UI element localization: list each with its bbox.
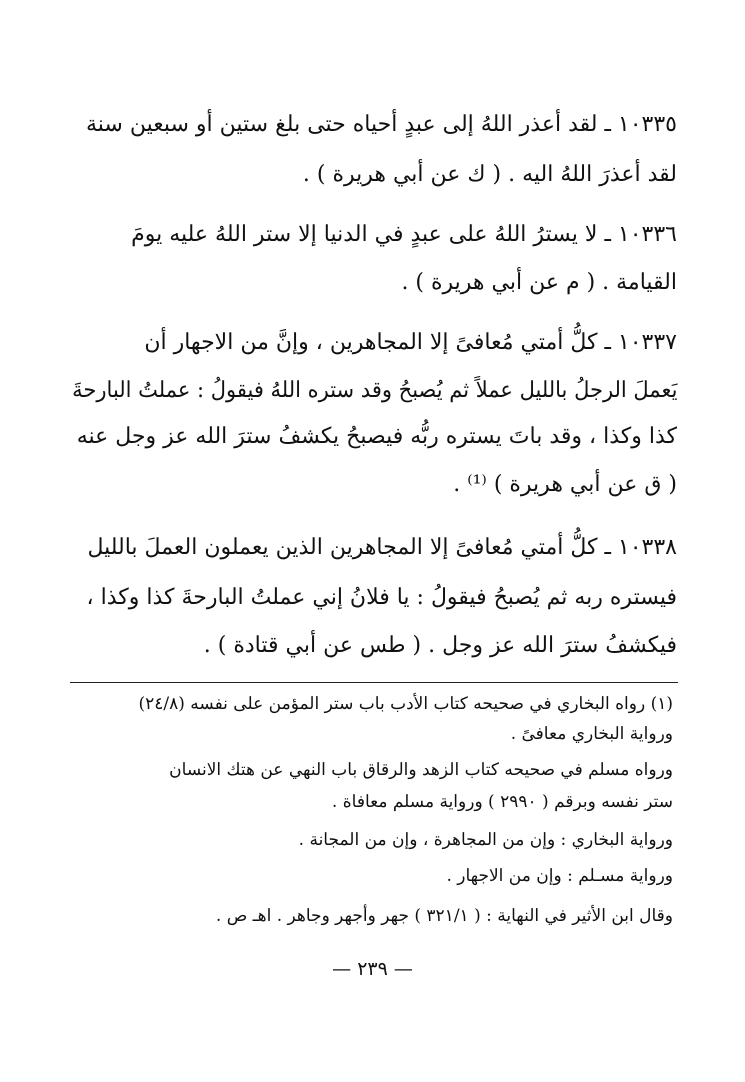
footnote-line: ورواية البخاري : وإن من المجاهرة ، وإن من المجانة . <box>298 830 673 850</box>
hadith-10337-line-4: ( ق عن أبي هريرة ) ⁽¹⁾ . <box>453 472 677 497</box>
hadith-10336-line-2: القيامة . ( م عن أبي هريرة ) . <box>401 270 677 295</box>
page-number: — ٢٣٩ — <box>332 958 413 980</box>
hadith-10335-line-1: ١٠٣٣٥ ـ لقد أعذر اللهُ إلى عبدٍ أحياه حتى بلغ ستين أو سبعين سنة <box>85 112 677 137</box>
hadith-10337-line-3: كذا وكذا ، وقد باتَ يستره ربُّه فيصبحُ يكشفُ سترَ الله عز وجل عنه <box>76 424 677 449</box>
footnote-separator <box>70 682 678 683</box>
hadith-10338-line-2: فيستره ربه ثم يُصبحُ فيقولُ : يا فلانُ إني عملتُ البارحةَ كذا وكذا ، <box>86 585 677 610</box>
footnote-line: ورواه مسلم في صحيحه كتاب الزهد والرقاق باب النهي عن هتك الانسان <box>169 760 673 780</box>
hadith-10338-line-3: فيكشفُ سترَ الله عز وجل . ( طس عن أبي قتادة ) . <box>203 633 677 658</box>
hadith-10337-line-1: ١٠٣٣٧ ـ كلُّ أمتي مُعافىً إلا المجاهرين ، وإنَّ من الاجهار أن <box>144 330 677 355</box>
hadith-10337-line-2: يَعملَ الرجلُ بالليل عملاً ثم يُصبحُ وقد ستره اللهُ فيقولُ : عملتُ البارحةَ <box>71 378 677 403</box>
hadith-10338-line-1: ١٠٣٣٨ ـ كلُّ أمتي مُعافىً إلا المجاهرين الذين يعملون العملَ بالليل <box>87 535 677 560</box>
footnote-line: (١) رواه البخاري في صحيحه كتاب الأدب باب ستر المؤمن على نفسه (٢٤/٨) <box>138 694 673 714</box>
hadith-10336-line-1: ١٠٣٣٦ ـ لا يسترُ اللهُ على عبدٍ في الدنيا إلا ستر اللهُ عليه يومَ <box>131 222 677 247</box>
footnote-line: ستر نفسه وبرقم ( ٢٩٩٠ ) ورواية مسلم معافاة . <box>331 792 673 812</box>
hadith-10335-line-2: لقد أعذرَ اللهُ اليه . ( ك عن أبي هريرة ) . <box>302 162 677 187</box>
footnote-line: ورواية مسـلم : وإن من الاجهار . <box>446 866 673 886</box>
footnote-line: وقال ابن الأثير في النهاية : ( ٣٢١/١ ) جهر وأجهر وجاهر . اهـ ص . <box>215 906 673 926</box>
footnote-line: ورواية البخاري معافىً . <box>510 724 673 744</box>
